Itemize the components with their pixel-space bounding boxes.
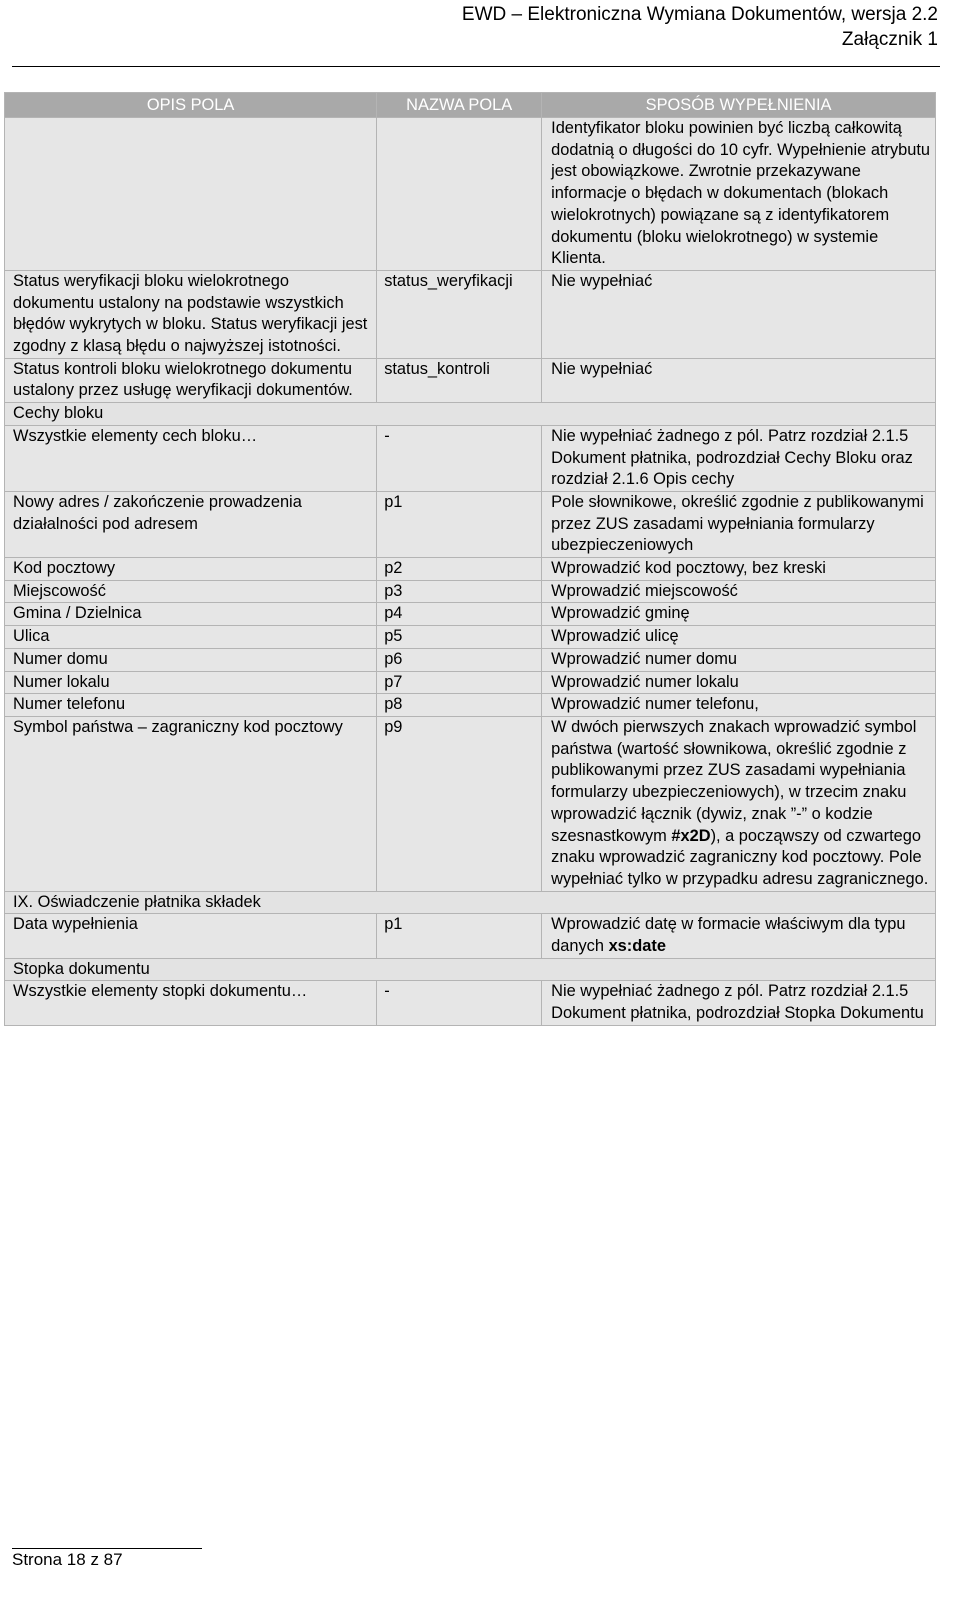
field-spec-table bbox=[4, 92, 936, 1026]
cell-sposob: Nie wypełniać bbox=[542, 358, 936, 402]
section-row bbox=[5, 403, 936, 426]
section-row bbox=[5, 891, 936, 914]
column-header-nazwa: NAZWA POLA bbox=[377, 93, 542, 118]
table-row bbox=[5, 558, 936, 581]
cell-nazwa: - bbox=[377, 425, 542, 491]
cell-sposob: Wprowadzić numer domu bbox=[542, 648, 936, 671]
hex-code: #x2D bbox=[671, 826, 711, 845]
sposob-text: W dwóch pierwszych znakach wprowadzić symbol państwa (wartość słownikowa, określić zgodnie z publikowanymi przez ZUS zasadami wypełniania formularzy ubezpieczeniowych), w trzecim znaku wprowadzić łącznik (dywiz, znak ”-” o kodzie szesnastkowym bbox=[551, 717, 917, 845]
cell-sposob bbox=[542, 914, 936, 958]
data-type: xs:date bbox=[608, 937, 666, 956]
table-row bbox=[5, 425, 936, 491]
table-row bbox=[5, 270, 936, 358]
table-row bbox=[5, 118, 936, 271]
cell-nazwa: p9 bbox=[377, 716, 542, 891]
table-row bbox=[5, 358, 936, 402]
header-rule bbox=[12, 66, 940, 67]
cell-opis: Nowy adres / zakończenie prowadzenia działalności pod adresem bbox=[5, 491, 377, 557]
page-number: Strona 18 z 87 bbox=[12, 1550, 123, 1569]
cell-opis: Kod pocztowy bbox=[5, 558, 377, 581]
table-row bbox=[5, 694, 936, 717]
cell-sposob: Nie wypełniać żadnego z pól. Patrz rozdział 2.1.5 Dokument płatnika, podrozdział Cechy Bloku oraz rozdział 2.1.6 Opis cechy bbox=[542, 425, 936, 491]
cell-sposob: Nie wypełniać żadnego z pól. Patrz rozdział 2.1.5 Dokument płatnika, podrozdział Stopka Dokumentu bbox=[542, 981, 936, 1025]
cell-sposob: Nie wypełniać bbox=[542, 270, 936, 358]
table-row bbox=[5, 580, 936, 603]
cell-nazwa: p4 bbox=[377, 603, 542, 626]
table-row bbox=[5, 491, 936, 557]
cell-opis: Ulica bbox=[5, 626, 377, 649]
cell-sposob bbox=[542, 716, 936, 891]
table-header-row bbox=[5, 93, 936, 118]
cell-opis: Miejscowość bbox=[5, 580, 377, 603]
table-row bbox=[5, 914, 936, 958]
cell-sposob: Wprowadzić gminę bbox=[542, 603, 936, 626]
header-title: EWD – Elektroniczna Wymiana Dokumentów, wersja 2.2 bbox=[461, 4, 938, 25]
footer-rule bbox=[12, 1548, 202, 1549]
cell-opis: Symbol państwa – zagraniczny kod pocztowy bbox=[5, 716, 377, 891]
cell-nazwa: p3 bbox=[377, 580, 542, 603]
cell-opis: Numer lokalu bbox=[5, 671, 377, 694]
page-header bbox=[462, 2, 938, 52]
cell-sposob: Pole słownikowe, określić zgodnie z publikowanymi przez ZUS zasadami wypełniania formularzy ubezpieczeniowych bbox=[542, 491, 936, 557]
cell-opis bbox=[5, 118, 377, 271]
column-header-sposob: SPOSÓB WYPEŁNIENIA bbox=[542, 93, 936, 118]
cell-nazwa: p6 bbox=[377, 648, 542, 671]
cell-sposob: Wprowadzić miejscowość bbox=[542, 580, 936, 603]
table-row bbox=[5, 981, 936, 1025]
cell-nazwa: - bbox=[377, 981, 542, 1025]
section-title-cechy: Cechy bloku bbox=[5, 403, 936, 426]
table-row bbox=[5, 716, 936, 891]
cell-opis: Gmina / Dzielnica bbox=[5, 603, 377, 626]
cell-sposob: Wprowadzić numer telefonu, bbox=[542, 694, 936, 717]
cell-opis: Data wypełnienia bbox=[5, 914, 377, 958]
cell-nazwa: p8 bbox=[377, 694, 542, 717]
cell-opis: Numer domu bbox=[5, 648, 377, 671]
table-row bbox=[5, 626, 936, 649]
cell-nazwa: status_kontroli bbox=[377, 358, 542, 402]
section-row bbox=[5, 958, 936, 981]
cell-nazwa: p5 bbox=[377, 626, 542, 649]
cell-sposob: Wprowadzić kod pocztowy, bez kreski bbox=[542, 558, 936, 581]
column-header-opis: OPIS POLA bbox=[5, 93, 377, 118]
section-title-oswiadczenie: IX. Oświadczenie płatnika składek bbox=[5, 891, 936, 914]
cell-sposob: Wprowadzić ulicę bbox=[542, 626, 936, 649]
cell-nazwa bbox=[377, 118, 542, 271]
sposob-text: Wprowadzić datę w formacie właściwym dla typu danych bbox=[551, 915, 906, 956]
sposob-text: ), a począwszy od czwartego znaku wprowadzić zagraniczny kod pocztowy. Pole wypełniać tylko w przypadku adresu zagranicznego. bbox=[551, 826, 929, 888]
table-row bbox=[5, 603, 936, 626]
cell-nazwa: p1 bbox=[377, 914, 542, 958]
cell-nazwa: p1 bbox=[377, 491, 542, 557]
cell-sposob: Wprowadzić numer lokalu bbox=[542, 671, 936, 694]
cell-opis: Numer telefonu bbox=[5, 694, 377, 717]
cell-opis: Wszystkie elementy stopki dokumentu… bbox=[5, 981, 377, 1025]
cell-nazwa: status_weryfikacji bbox=[377, 270, 542, 358]
table-row bbox=[5, 671, 936, 694]
cell-opis: Status kontroli bloku wielokrotnego dokumentu ustalony przez usługę weryfikacji dokumentów. bbox=[5, 358, 377, 402]
header-attachment: Załącznik 1 bbox=[841, 29, 938, 50]
cell-sposob: Identyfikator bloku powinien być liczbą całkowitą dodatnią o długości do 10 cyfr. Wypełnienie atrybutu jest obowiązkowe. Zwrotnie przekazywane informacje o błędach w dokumentach (blokach wielokrotnych) powiązane są z identyfikatorem dokumentu (bloku wielokrotnego) w systemie Klienta. bbox=[542, 118, 936, 271]
cell-opis: Wszystkie elementy cech bloku… bbox=[5, 425, 377, 491]
cell-opis: Status weryfikacji bloku wielokrotnego dokumentu ustalony na podstawie wszystkich błędów wykrytych w bloku. Status weryfikacji jest zgodny z klasą błędu o najwyższej istotności. bbox=[5, 270, 377, 358]
table-row bbox=[5, 648, 936, 671]
cell-nazwa: p2 bbox=[377, 558, 542, 581]
cell-nazwa: p7 bbox=[377, 671, 542, 694]
section-title-stopka: Stopka dokumentu bbox=[5, 958, 936, 981]
